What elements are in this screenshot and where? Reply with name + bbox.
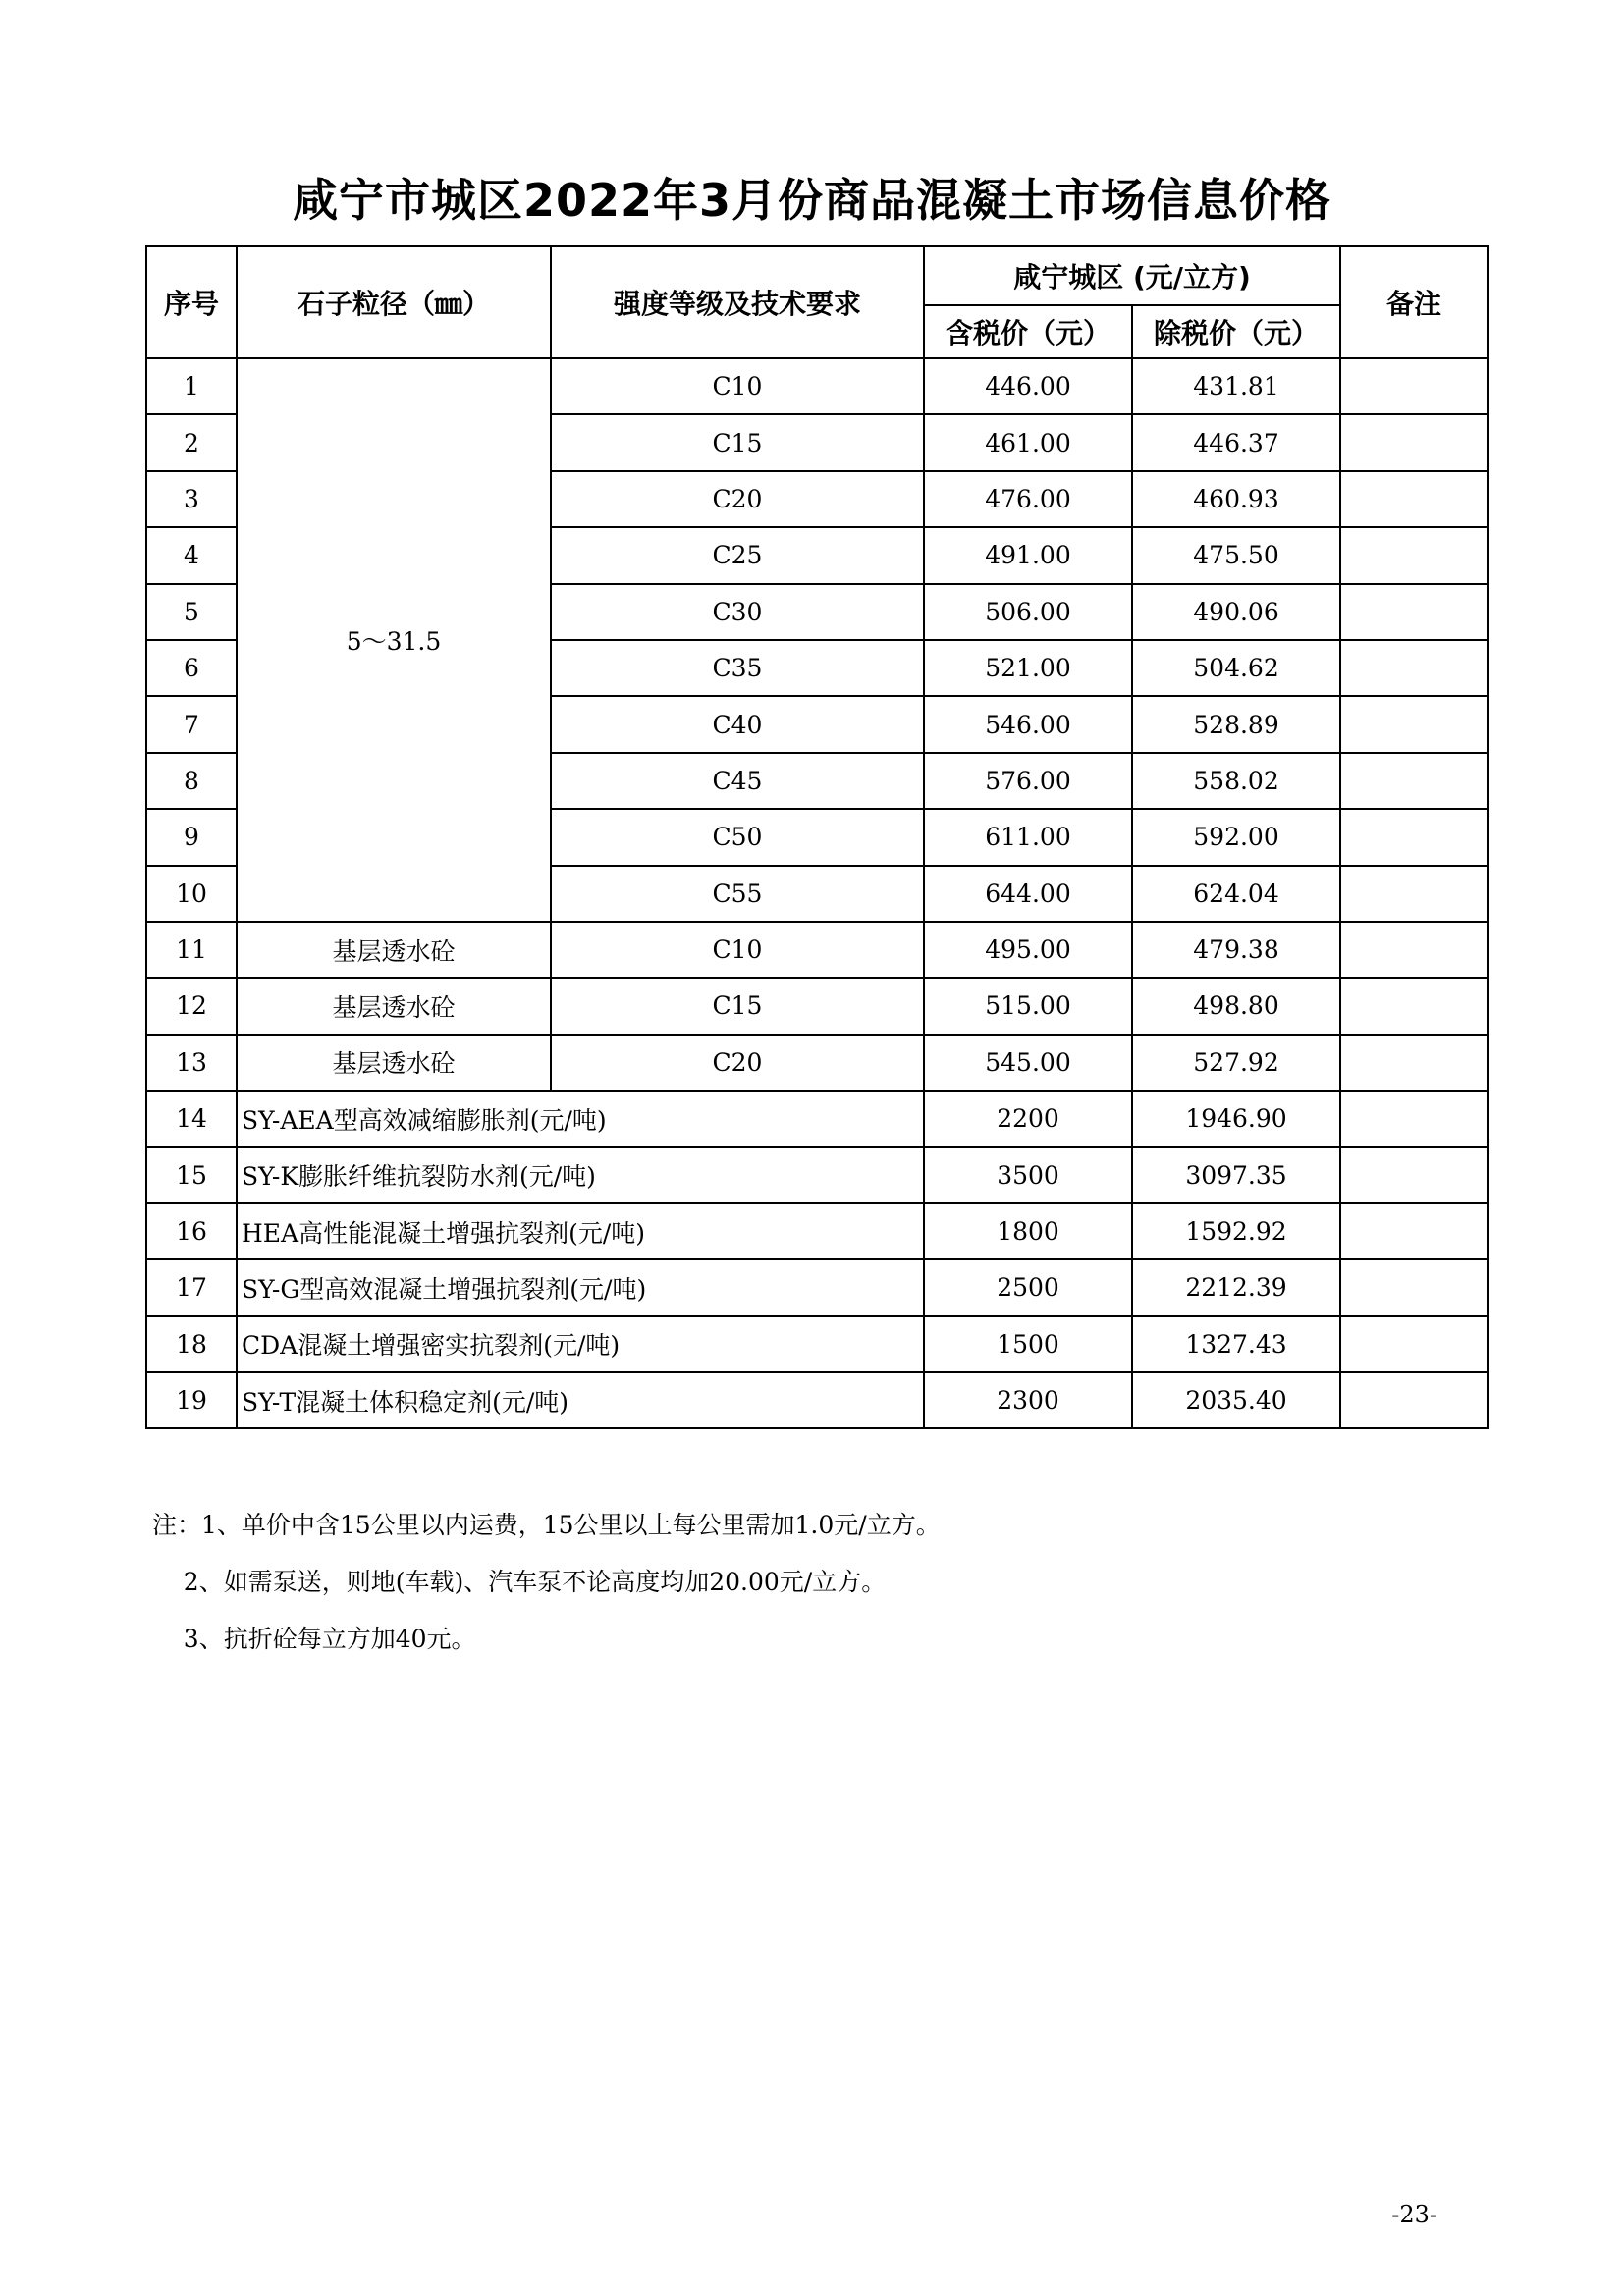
cell-grade: C25 [551, 527, 924, 583]
table-row [146, 1035, 1488, 1091]
cell-price-tax-included: 2500 [924, 1259, 1132, 1315]
page-number: -23- [1391, 2201, 1437, 2228]
cell-price-tax-included: 446.00 [924, 358, 1132, 414]
cell-grade: C15 [551, 414, 924, 470]
price-table [145, 245, 1489, 1429]
cell-remark [1340, 1035, 1488, 1091]
cell-price-tax-included: 576.00 [924, 753, 1132, 809]
cell-price-tax-excluded: 490.06 [1132, 584, 1340, 640]
cell-price-tax-excluded: 460.93 [1132, 471, 1340, 527]
cell-price-tax-included: 644.00 [924, 866, 1132, 922]
cell-price-tax-included: 1800 [924, 1203, 1132, 1259]
cell-seq: 8 [146, 753, 237, 809]
cell-stone-size: 基层透水砼 [237, 978, 551, 1034]
cell-grade: C10 [551, 358, 924, 414]
cell-remark [1340, 1259, 1488, 1315]
cell-price-tax-excluded: 527.92 [1132, 1035, 1340, 1091]
cell-grade: C55 [551, 866, 924, 922]
cell-remark [1340, 1316, 1488, 1372]
cell-stone-size: 基层透水砼 [237, 922, 551, 978]
cell-price-tax-included: 546.00 [924, 696, 1132, 752]
header-tax-included: 含税价（元） [924, 305, 1132, 358]
cell-price-tax-included: 1500 [924, 1316, 1132, 1372]
table-row [146, 1316, 1488, 1372]
cell-price-tax-excluded: 1327.43 [1132, 1316, 1340, 1372]
cell-price-tax-excluded: 528.89 [1132, 696, 1340, 752]
header-remark: 备注 [1340, 246, 1488, 358]
cell-price-tax-excluded: 3097.35 [1132, 1147, 1340, 1202]
cell-price-tax-excluded: 624.04 [1132, 866, 1340, 922]
cell-remark [1340, 414, 1488, 470]
note-line: 3、抗折砼每立方加40元。 [152, 1625, 476, 1653]
cell-product-name: SY-G型高效混凝土增强抗裂剂(元/吨) [237, 1259, 924, 1315]
cell-grade: C35 [551, 640, 924, 696]
cell-price-tax-excluded: 558.02 [1132, 753, 1340, 809]
cell-remark [1340, 640, 1488, 696]
cell-seq: 5 [146, 584, 237, 640]
cell-remark [1340, 1203, 1488, 1259]
cell-seq: 14 [146, 1091, 237, 1147]
note-line: 注：1、单价中含15公里以内运费，15公里以上每公里需加1.0元/立方。 [152, 1511, 941, 1539]
cell-remark [1340, 358, 1488, 414]
note-line: 2、如需泵送，则地(车载)、汽车泵不论高度均加20.00元/立方。 [152, 1568, 887, 1596]
cell-remark [1340, 584, 1488, 640]
table-row [146, 978, 1488, 1034]
table-row [146, 922, 1488, 978]
cell-seq: 2 [146, 414, 237, 470]
cell-grade: C40 [551, 696, 924, 752]
cell-price-tax-excluded: 479.38 [1132, 922, 1340, 978]
cell-stone-size: 基层透水砼 [237, 1035, 551, 1091]
table-header-row [146, 246, 1488, 305]
cell-seq: 1 [146, 358, 237, 414]
cell-seq: 13 [146, 1035, 237, 1091]
cell-product-name: SY-T混凝土体积稳定剂(元/吨) [237, 1372, 924, 1428]
cell-seq: 19 [146, 1372, 237, 1428]
cell-seq: 9 [146, 809, 237, 865]
cell-price-tax-excluded: 431.81 [1132, 358, 1340, 414]
cell-remark [1340, 1372, 1488, 1428]
table-row [146, 1203, 1488, 1259]
cell-remark [1340, 866, 1488, 922]
cell-seq: 3 [146, 471, 237, 527]
cell-seq: 17 [146, 1259, 237, 1315]
cell-seq: 15 [146, 1147, 237, 1202]
header-tax-excluded: 除税价（元） [1132, 305, 1340, 358]
cell-price-tax-excluded: 498.80 [1132, 978, 1340, 1034]
cell-price-tax-included: 495.00 [924, 922, 1132, 978]
cell-price-tax-excluded: 446.37 [1132, 414, 1340, 470]
cell-price-tax-included: 3500 [924, 1147, 1132, 1202]
header-seq: 序号 [146, 246, 237, 358]
cell-seq: 7 [146, 696, 237, 752]
cell-seq: 4 [146, 527, 237, 583]
cell-seq: 16 [146, 1203, 237, 1259]
cell-price-tax-included: 491.00 [924, 527, 1132, 583]
cell-price-tax-excluded: 504.62 [1132, 640, 1340, 696]
cell-grade: C50 [551, 809, 924, 865]
table-row [146, 1147, 1488, 1202]
cell-price-tax-excluded: 2035.40 [1132, 1372, 1340, 1428]
table-row [146, 1259, 1488, 1315]
cell-price-tax-included: 476.00 [924, 471, 1132, 527]
page-title: 咸宁市城区2022年3月份商品混凝土市场信息价格 [292, 174, 1332, 227]
cell-stone-size: 5～31.5 [237, 358, 551, 922]
cell-grade: C15 [551, 978, 924, 1034]
cell-grade: C10 [551, 922, 924, 978]
cell-price-tax-excluded: 1946.90 [1132, 1091, 1340, 1147]
cell-seq: 18 [146, 1316, 237, 1372]
cell-grade: C20 [551, 471, 924, 527]
cell-remark [1340, 471, 1488, 527]
cell-remark [1340, 922, 1488, 978]
cell-remark [1340, 527, 1488, 583]
cell-price-tax-included: 515.00 [924, 978, 1132, 1034]
cell-remark [1340, 696, 1488, 752]
cell-price-tax-excluded: 2212.39 [1132, 1259, 1340, 1315]
table-row [146, 358, 1488, 414]
cell-grade: C30 [551, 584, 924, 640]
cell-product-name: SY-K膨胀纤维抗裂防水剂(元/吨) [237, 1147, 924, 1202]
header-region: 咸宁城区 (元/立方) [924, 246, 1340, 305]
cell-seq: 6 [146, 640, 237, 696]
table-row [146, 1372, 1488, 1428]
cell-price-tax-included: 461.00 [924, 414, 1132, 470]
cell-grade: C45 [551, 753, 924, 809]
cell-remark [1340, 978, 1488, 1034]
cell-price-tax-included: 545.00 [924, 1035, 1132, 1091]
notes [152, 1497, 941, 1668]
cell-grade: C20 [551, 1035, 924, 1091]
cell-seq: 12 [146, 978, 237, 1034]
cell-product-name: SY-AEA型高效减缩膨胀剂(元/吨) [237, 1091, 924, 1147]
cell-remark [1340, 1091, 1488, 1147]
cell-price-tax-included: 611.00 [924, 809, 1132, 865]
cell-remark [1340, 809, 1488, 865]
cell-seq: 11 [146, 922, 237, 978]
cell-price-tax-excluded: 1592.92 [1132, 1203, 1340, 1259]
cell-product-name: HEA高性能混凝土增强抗裂剂(元/吨) [237, 1203, 924, 1259]
cell-price-tax-included: 506.00 [924, 584, 1132, 640]
cell-price-tax-included: 2200 [924, 1091, 1132, 1147]
cell-price-tax-excluded: 592.00 [1132, 809, 1340, 865]
cell-product-name: CDA混凝土增强密实抗裂剂(元/吨) [237, 1316, 924, 1372]
header-grade: 强度等级及技术要求 [551, 246, 924, 358]
cell-price-tax-excluded: 475.50 [1132, 527, 1340, 583]
cell-remark [1340, 753, 1488, 809]
header-stone-size: 石子粒径（㎜） [237, 246, 551, 358]
cell-remark [1340, 1147, 1488, 1202]
cell-price-tax-included: 521.00 [924, 640, 1132, 696]
cell-price-tax-included: 2300 [924, 1372, 1132, 1428]
cell-seq: 10 [146, 866, 237, 922]
table-row [146, 1091, 1488, 1147]
